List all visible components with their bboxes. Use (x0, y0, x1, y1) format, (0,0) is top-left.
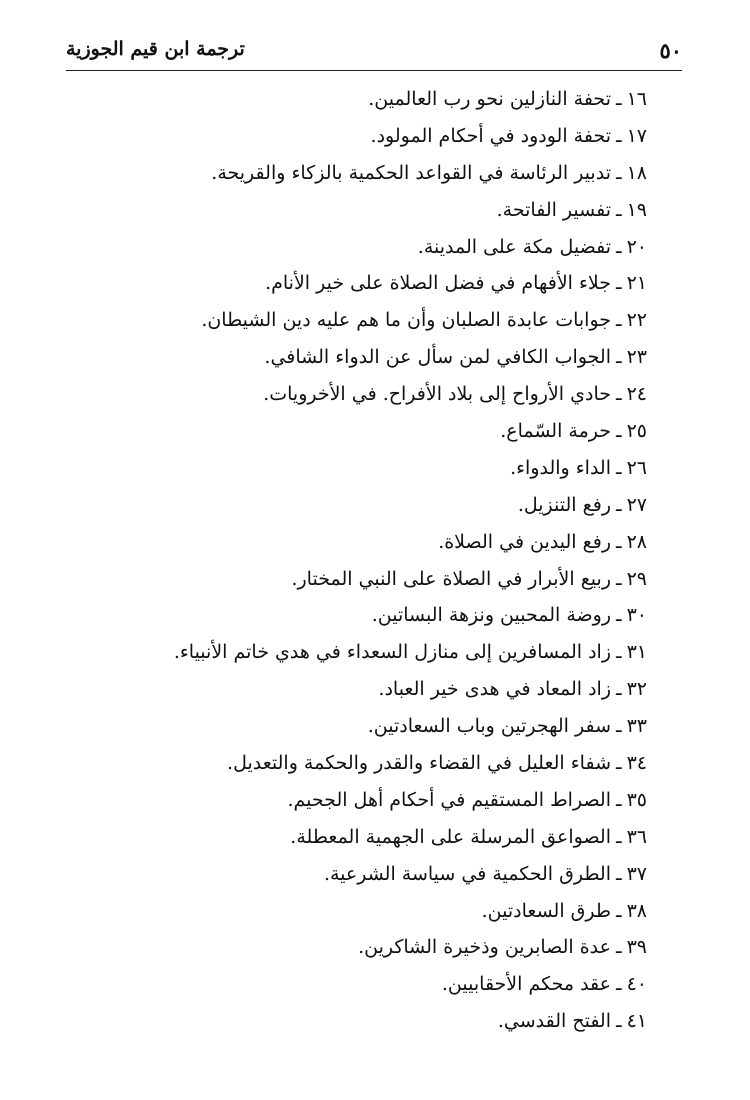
entry-separator: ـ (616, 752, 622, 775)
entry-title: الصواعق المرسلة على الجهمية المعطلة. (290, 825, 611, 848)
entry-number: ٢٠ (626, 235, 647, 258)
list-item (67, 708, 647, 745)
entry-separator: ـ (616, 825, 622, 848)
entry-number: ٢٢ (626, 309, 647, 332)
book-list (67, 81, 647, 1040)
entry-separator: ـ (616, 309, 622, 332)
entry-title: شفاء العليل في القضاء والقدر والحكمة والتعديل. (227, 752, 611, 775)
entry-separator: ـ (616, 567, 622, 590)
entry-separator: ـ (616, 604, 622, 627)
entry-title: تفسير الفاتحة. (496, 198, 611, 221)
page-number: ٥٠ (659, 38, 682, 63)
entry-number: ١٨ (626, 161, 647, 184)
entry-number: ٢٥ (626, 420, 647, 443)
entry-title: عقد محكم الأحقابيين. (441, 973, 611, 996)
entry-title: تحفة الودود في أحكام المولود. (370, 124, 611, 147)
entry-number: ١٧ (626, 124, 647, 147)
entry-separator: ـ (616, 899, 622, 922)
entry-number: ٣٩ (626, 936, 647, 959)
entry-number: ٢٨ (626, 530, 647, 553)
list-item (67, 634, 647, 671)
entry-title: زاد المعاد في هدى خير العباد. (378, 678, 611, 701)
entry-title: جلاء الأفهام في فضل الصلاة على خير الأنام. (265, 272, 611, 295)
list-item (67, 671, 647, 708)
entry-number: ٣٥ (626, 788, 647, 811)
entry-title: جوابات عابدة الصلبان وأن ما هم عليه دين الشيطان. (201, 309, 611, 332)
list-item (67, 376, 647, 413)
entry-number: ٢٩ (626, 567, 647, 590)
list-item (67, 487, 647, 524)
entry-number: ٣٠ (626, 604, 647, 627)
list-item (67, 819, 647, 856)
entry-title: روضة المحبين ونزهة البساتين. (371, 604, 611, 627)
entry-separator: ـ (616, 88, 622, 110)
list-item (67, 524, 647, 561)
entry-title: الفتح القدسي. (497, 1010, 611, 1033)
entry-separator: ـ (616, 198, 622, 221)
entry-number: ١٩ (626, 198, 647, 221)
list-item (67, 413, 647, 450)
entry-title: تفضيل مكة على المدينة. (417, 235, 611, 258)
entry-number: ١٦ (626, 88, 647, 110)
list-item (67, 450, 647, 487)
entry-number: ٣٤ (626, 752, 647, 775)
running-title: ترجمة ابن قيم الجوزية (66, 38, 245, 60)
entry-title: سفر الهجرتين وباب السعادتين. (367, 715, 611, 738)
list-item (67, 893, 647, 930)
entry-number: ٢٧ (626, 493, 647, 516)
entry-title: ربيع الأبرار في الصلاة على النبي المختار. (291, 567, 611, 590)
list-item (67, 597, 647, 634)
entry-separator: ـ (616, 641, 622, 664)
entry-title: رفع التنزيل. (517, 493, 611, 516)
entry-separator: ـ (616, 530, 622, 553)
list-item (67, 745, 647, 782)
list-item (67, 929, 647, 966)
list-item (67, 782, 647, 819)
page-header (66, 34, 682, 71)
entry-title: حادي الأرواح إلى بلاد الأفراح. في الأخرويات. (263, 383, 611, 406)
list-item (67, 966, 647, 1003)
entry-separator: ـ (616, 862, 622, 885)
entry-number: ٣٣ (626, 715, 647, 738)
entry-separator: ـ (616, 235, 622, 258)
entry-title: زاد المسافرين إلى منازل السعداء في هدي خاتم الأنبياء. (173, 641, 611, 664)
entry-number: ٢١ (626, 272, 647, 295)
list-item (67, 302, 647, 339)
entry-number: ٣٢ (626, 678, 647, 701)
entry-title: تحفة النازلين نحو رب العالمين. (368, 88, 611, 110)
list-item (67, 229, 647, 266)
entry-separator: ـ (616, 161, 622, 184)
entry-title: الداء والدواء. (510, 456, 611, 479)
list-item (67, 856, 647, 893)
list-item (67, 118, 647, 155)
entry-separator: ـ (616, 973, 622, 996)
entry-title: الجواب الكافي لمن سأل عن الدواء الشافي. (264, 346, 611, 369)
entry-separator: ـ (616, 936, 622, 959)
list-item (67, 155, 647, 192)
entry-separator: ـ (616, 420, 622, 443)
entry-separator: ـ (616, 456, 622, 479)
entry-number: ٤٠ (626, 973, 647, 996)
entry-title: تدبير الرئاسة في القواعد الحكمية بالزكاء والقريحة. (211, 161, 611, 184)
entry-separator: ـ (616, 788, 622, 811)
list-item (67, 81, 647, 118)
list-item (67, 192, 647, 229)
entry-number: ٣٦ (626, 825, 647, 848)
list-item (67, 339, 647, 376)
list-item (67, 265, 647, 302)
entry-title: الصراط المستقيم في أحكام أهل الجحيم. (287, 788, 611, 811)
entry-number: ٢٣ (626, 346, 647, 369)
entry-number: ٣١ (626, 641, 647, 664)
entry-title: حرمة السّماع. (500, 420, 611, 443)
list-item (67, 561, 647, 598)
list-item (67, 1003, 647, 1040)
entry-title: طرق السعادتين. (481, 899, 611, 922)
entry-separator: ـ (616, 1010, 622, 1033)
entry-separator: ـ (616, 493, 622, 516)
entry-separator: ـ (616, 272, 622, 295)
entry-number: ٢٦ (626, 456, 647, 479)
entry-title: الطرق الحكمية في سياسة الشرعية. (323, 862, 611, 885)
entry-separator: ـ (616, 678, 622, 701)
entry-separator: ـ (616, 715, 622, 738)
entry-separator: ـ (616, 346, 622, 369)
entry-title: عدة الصابرين وذخيرة الشاكرين. (358, 936, 611, 959)
entry-number: ٣٧ (626, 862, 647, 885)
entry-number: ٣٨ (626, 899, 647, 922)
entry-separator: ـ (616, 124, 622, 147)
entry-number: ٤١ (626, 1010, 647, 1033)
entry-separator: ـ (616, 383, 622, 406)
entry-title: رفع اليدين في الصلاة. (438, 530, 611, 553)
entry-number: ٢٤ (626, 383, 647, 406)
